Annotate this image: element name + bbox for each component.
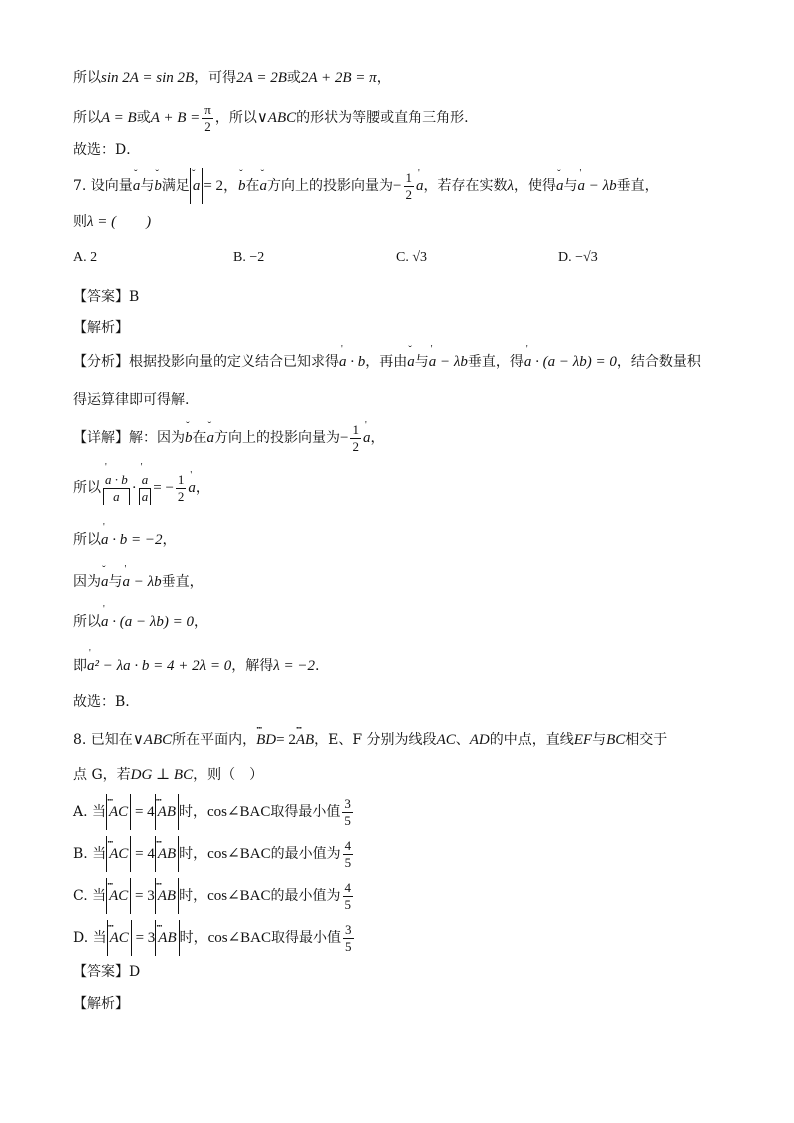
text: ，E、F 分别为线段: [314, 732, 437, 748]
coefficient: 4: [147, 804, 155, 820]
numerator: 3: [345, 921, 352, 937]
coefficient: 4: [147, 846, 155, 862]
q7-step-2: [73, 530, 177, 550]
vector-ab: ꞏꞏꞏ AB: [296, 730, 314, 750]
text: 在: [245, 178, 260, 194]
denominator: 5: [344, 896, 351, 912]
text: 或: [136, 110, 151, 126]
text: 的最小值为: [270, 846, 341, 862]
numerator: 4: [344, 879, 351, 895]
denominator: 2: [405, 186, 412, 202]
q7-option-c: C. √3: [396, 250, 428, 265]
fraction: [342, 796, 353, 829]
solution-line-2: [73, 100, 469, 136]
dot: ·: [131, 480, 137, 496]
text: 所在平面内，: [172, 732, 257, 748]
text: 取得最小值: [271, 930, 342, 946]
math-expr: ' a − λb: [578, 168, 617, 204]
abs-vector-ab: ꞏꞏꞏ AB: [155, 836, 179, 872]
text: ，: [376, 70, 391, 86]
math-expr: ∨ABC: [132, 732, 173, 748]
text: 的最小值为: [270, 888, 341, 904]
text: 时，: [178, 804, 207, 820]
denominator: 2: [177, 488, 185, 504]
text: 与: [563, 178, 578, 194]
denominator: 5: [344, 854, 352, 870]
numerator: 1: [405, 169, 412, 185]
fraction-pi-over-2: [202, 102, 213, 135]
math-expr: cos∠BAC: [207, 930, 272, 946]
q8-option-d: [73, 920, 356, 956]
text: 则: [73, 214, 87, 230]
text: ，若存在实数: [423, 178, 508, 194]
option-label: A. 当: [73, 804, 107, 820]
text: ，结合数量积: [616, 354, 701, 370]
text: 与: [140, 178, 155, 194]
q7-fenxi-line-2: 得运算律即可得解.: [73, 392, 190, 408]
vector-a: ˇ a: [407, 352, 415, 372]
abs-vector-ac: ꞏꞏꞏ AC: [106, 878, 131, 914]
math-expr: ' a − λb: [123, 572, 162, 592]
coefficient: 3: [147, 930, 156, 946]
q7-stem-line-1: [73, 168, 659, 204]
math-expr: cos∠BAC: [207, 846, 271, 862]
text: 满足: [161, 178, 190, 194]
q7-fenxi-line-1: [73, 352, 701, 372]
text: 与: [414, 354, 429, 370]
math-expr: AC: [436, 732, 456, 748]
denominator: a: [139, 489, 152, 505]
q7-step-5: [73, 656, 319, 676]
math-expr: EF: [573, 732, 593, 748]
text: 与: [108, 574, 123, 590]
text: 方向上的投影向量为: [267, 178, 394, 194]
text: 与: [592, 732, 607, 748]
numerator: ' a · b: [103, 472, 130, 489]
math-expr: ' a² − λa · b = 4 + 2λ = 0: [87, 656, 231, 676]
abs-vector-ab: ꞏꞏꞏ AB: [155, 794, 179, 830]
equals: =: [131, 804, 148, 820]
denominator: 5: [345, 938, 352, 954]
q7-analysis-label: 【解析】: [73, 320, 129, 336]
text: 的形状为等腰或直角三角形.: [296, 110, 469, 126]
fraction: [343, 880, 354, 913]
text: ，: [193, 614, 208, 630]
text: 垂直，: [161, 574, 204, 590]
text: = 2，: [203, 178, 239, 194]
equals: =: [131, 930, 148, 946]
minus-sign: −: [393, 178, 402, 194]
vector-a: ' a: [416, 168, 424, 204]
equals: =: [131, 888, 148, 904]
fraction-one-half: [176, 472, 187, 505]
abs-vector-ac: ꞏꞏꞏ AC: [106, 794, 131, 830]
text: 7. 设向量: [73, 178, 133, 194]
text: ，: [370, 430, 385, 446]
abs-vector-ac: ꞏꞏꞏ AC: [107, 920, 132, 956]
text: 8. 已知在: [73, 732, 133, 748]
abs-vector-ab: ꞏꞏꞏ AB: [155, 878, 179, 914]
fraction-one-half: [404, 170, 415, 203]
q7-option-d: D. −√3: [558, 250, 598, 265]
text: 或: [286, 70, 301, 86]
minus-sign: −: [340, 430, 349, 446]
q7-step-4: [73, 612, 208, 632]
q8-option-c: [73, 878, 355, 914]
text: ，解得: [231, 658, 274, 674]
option-label: D. 当: [73, 930, 107, 946]
text: 垂直，: [616, 178, 659, 194]
text: ，所以: [214, 110, 257, 126]
fraction: [343, 922, 354, 955]
text: 、: [455, 732, 470, 748]
math-expr: = 2: [276, 732, 296, 748]
math-expr: BC: [606, 732, 626, 748]
denominator: 5: [344, 812, 351, 828]
math-expr: λ = ( ): [87, 214, 152, 230]
q7-step-1: [73, 466, 210, 510]
vector-a: ˇ a: [207, 420, 215, 456]
math-expr: AD: [469, 732, 490, 748]
denominator: 2: [204, 118, 211, 134]
math-expr: A = B: [101, 110, 137, 126]
solution-line-1: [73, 68, 391, 88]
q7-option-a: A. 2: [73, 250, 98, 265]
q7-option-b: B. −2: [233, 250, 265, 265]
math-expr: ' a · b = −2: [101, 530, 163, 550]
q8-option-b: [73, 836, 355, 872]
text: 所以: [73, 110, 101, 126]
math-expr: ' a · b: [339, 352, 365, 372]
math-expr: ' a · (a − λb) = 0: [101, 612, 194, 632]
text: 垂直，得: [467, 354, 524, 370]
math-expr: cos∠BAC: [206, 804, 271, 820]
coefficient: 3: [147, 888, 155, 904]
vector-a: ˇ a: [133, 168, 141, 204]
math-expr: sin 2A = sin 2B: [101, 70, 195, 86]
text: 所以: [73, 70, 101, 86]
text: 所以: [73, 480, 101, 496]
lambda: λ: [507, 178, 514, 194]
text: ，则（ ）: [193, 767, 264, 783]
vector-b: ˇ b: [185, 420, 193, 456]
text: 相交于: [625, 732, 668, 748]
solution-line-3: 故选：D．: [73, 142, 141, 158]
text: 【分析】根据投影向量的定义结合已知求得: [73, 354, 339, 370]
text: 的中点，直线: [489, 732, 574, 748]
fraction-projection: [103, 472, 130, 505]
text: 所以: [73, 532, 101, 548]
q7-detail-line: [73, 420, 384, 456]
text: ，: [162, 532, 177, 548]
text: 时，: [179, 888, 208, 904]
math-expr: λ = −2: [273, 658, 315, 674]
vector-b: ˇ b: [238, 168, 246, 204]
text: 点 G，若: [73, 767, 131, 783]
text: 时，: [179, 930, 208, 946]
numerator: ' a: [139, 472, 152, 489]
text: ，: [195, 480, 210, 496]
vector-b: ˇ b: [154, 168, 162, 204]
math-expr: cos∠BAC: [207, 888, 271, 904]
numerator: 1: [352, 421, 359, 437]
text: 【详解】解：因为: [73, 430, 185, 446]
text: 所以: [73, 614, 101, 630]
q8-answer: 【答案】D: [73, 964, 141, 980]
abs-vector-ac: ꞏꞏꞏ AC: [106, 836, 131, 872]
text: 因为: [73, 574, 101, 590]
numerator: 3: [344, 795, 351, 811]
math-expr: ' a · (a − λb) = 0: [524, 352, 617, 372]
q7-answer: 【答案】B: [73, 289, 140, 305]
text: .: [314, 658, 320, 674]
text: 在: [192, 430, 207, 446]
text: 方向上的投影向量为: [214, 430, 340, 446]
fraction-unit-vector: [139, 472, 152, 505]
math-expr: = −: [153, 480, 174, 496]
q8-option-a: [73, 794, 355, 830]
q8-analysis-label: 【解析】: [73, 996, 129, 1012]
vector-bd: ꞏꞏꞏ BD: [256, 730, 276, 750]
option-label: C. 当: [73, 888, 107, 904]
vector-a: ˇ a: [101, 572, 109, 592]
equals: =: [131, 846, 148, 862]
text: 即: [73, 658, 87, 674]
numerator: 1: [177, 471, 185, 487]
fraction-one-half: [350, 422, 361, 455]
abs-vector-ab: ꞏꞏꞏ AB: [155, 920, 179, 956]
math-expr: 2A = 2B: [236, 70, 287, 86]
math-expr: DG ⊥ BC: [130, 767, 194, 783]
q7-conclusion: 故选：B.: [73, 694, 130, 710]
q8-stem-line-2: [73, 765, 263, 785]
text: ，可得: [194, 70, 237, 86]
q8-stem-line-1: [73, 730, 667, 750]
option-label: B. 当: [73, 846, 107, 862]
numerator: π: [204, 101, 211, 117]
q7-step-3: [73, 572, 204, 592]
math-expr: ∨ABC: [256, 110, 297, 126]
text: 时，: [179, 846, 208, 862]
math-expr: 2A + 2B = π: [300, 70, 377, 86]
abs-vector-a: ˇ a: [190, 168, 204, 204]
denominator: 2: [352, 438, 359, 454]
text: ，再由: [365, 354, 408, 370]
text: ，使得: [514, 178, 556, 194]
denominator: a: [103, 489, 130, 505]
vector-a: ' a: [188, 466, 196, 510]
vector-a: ˇ a: [260, 168, 268, 204]
fraction: [343, 838, 354, 871]
math-expr: A + B =: [150, 110, 201, 126]
vector-a: ' a: [363, 420, 371, 456]
numerator: 4: [344, 837, 352, 853]
math-expr: ' a − λb: [429, 352, 468, 372]
q7-stem-line-2: [73, 212, 151, 232]
text: 取得最小值: [270, 804, 341, 820]
vector-a: ˇ a: [556, 168, 564, 204]
